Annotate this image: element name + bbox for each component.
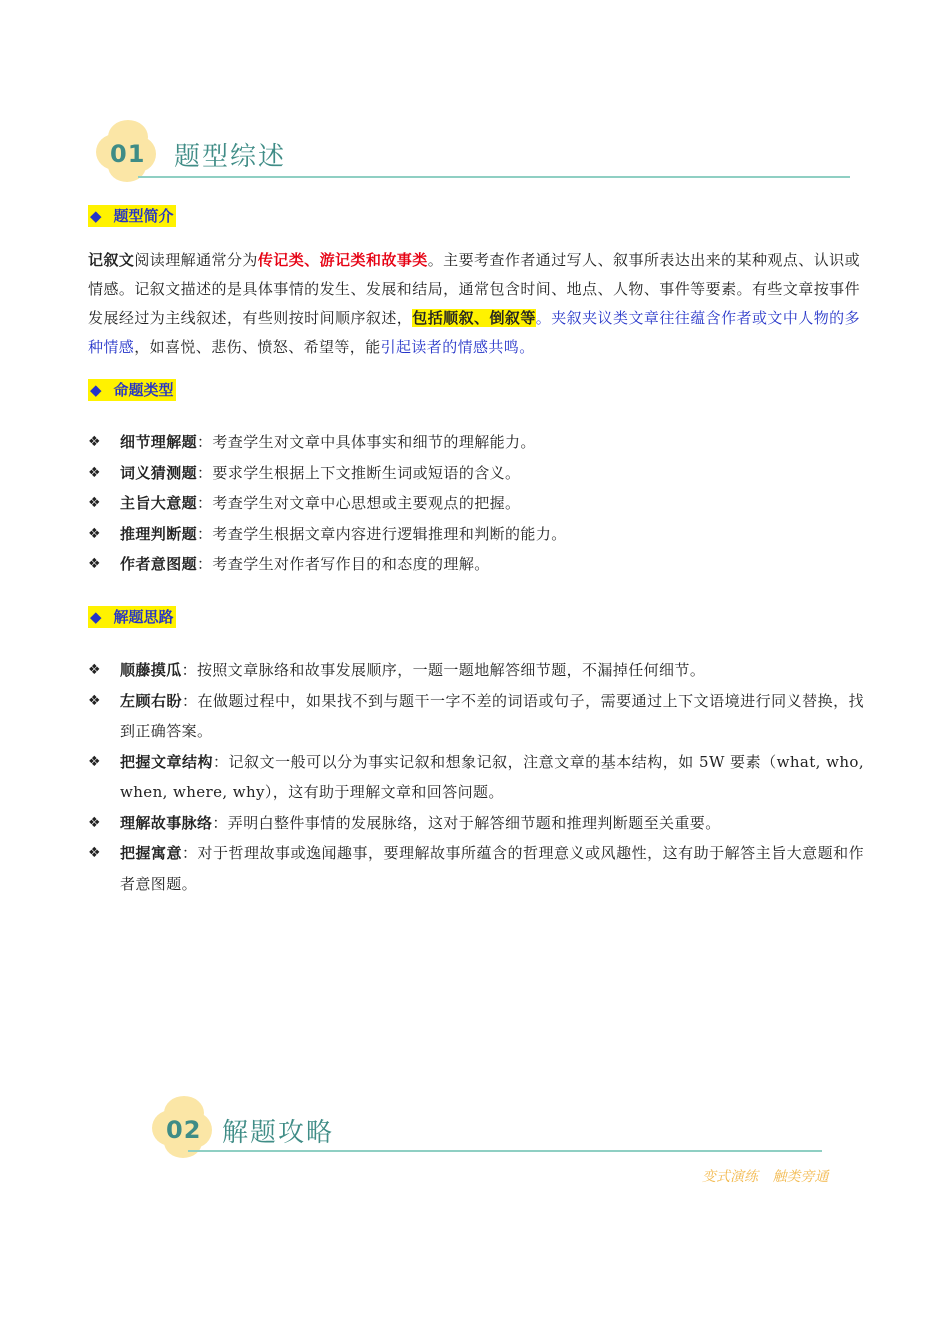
bullet-icon: ❖ <box>88 845 101 861</box>
list-item: ❖ 主旨大意题：考查学生对文章中心思想或主要观点的把握。 <box>88 488 864 519</box>
list-item: ❖ 把握文章结构：记叙文一般可以分为事实记叙和想象记叙，注意文章的基本结构，如 5W 要素（what, who, when, where, why），这有助于理解文章和回答问题。 <box>88 747 864 808</box>
list-item: ❖ 左顾右盼：在做题过程中，如果找不到与题干一字不差的词语或句子，需要通过上下文语境进行同义替换，找到正确答案。 <box>88 686 864 747</box>
list-item: ❖ 理解故事脉络：弄明白整件事情的发展脉络，这对于解答细节题和推理判断题至关重要。 <box>88 808 864 839</box>
section-2-header <box>152 1096 832 1166</box>
diamond-icon: ◆ <box>90 207 102 225</box>
list-item: ❖ 作者意图题：考查学生对作者写作目的和态度的理解。 <box>88 549 864 580</box>
intro-heading: ◆ 题型简介 <box>90 207 174 225</box>
types-list <box>88 427 864 580</box>
section-2-tagline: 变式演练 触类旁通 <box>702 1169 829 1185</box>
section-1-badge <box>96 120 156 180</box>
section-2-title: 解题攻略 <box>222 1118 335 1148</box>
section-1-rule <box>138 176 850 178</box>
section-1-title: 题型综述 <box>174 142 287 172</box>
bullet-icon: ❖ <box>88 434 101 450</box>
section-1-header <box>96 120 856 190</box>
bullet-icon: ❖ <box>88 495 101 511</box>
list-item: ❖ 推理判断题：考查学生根据文章内容进行逻辑推理和判断的能力。 <box>88 519 864 550</box>
bullet-icon: ❖ <box>88 525 101 542</box>
intro-paragraph: 记叙文阅读理解通常分为传记类、游记类和故事类。主要考查作者通过写人、叙事所表达出来的某种观点、认识或情感。记叙文描述的是具体事情的发生、发展和结局，通常包含时间、地点、人物、事件等要素。有些文章按事件发展经过为主线叙述，有些则按时间顺序叙述，包括顺叙、倒叙等。夹叙夹议类文章往往蕴含作者或文中人物的多种情感，如喜悦、悲伤、愤怒、希望等，能引起读者的情感共鸣。 <box>88 251 861 356</box>
list-item: ❖ 把握寓意：对于哲理故事或逸闻趣事，要理解故事所蕴含的哲理意义或风趣性，这有助于解答主旨大意题和作者意图题。 <box>88 838 864 899</box>
diamond-icon: ◆ <box>90 381 102 399</box>
list-item: ❖ 细节理解题：考查学生对文章中具体事实和细节的理解能力。 <box>88 427 864 458</box>
section-2-number: 02 <box>166 1116 202 1144</box>
types-heading: ◆ 命题类型 <box>90 381 174 399</box>
section-2-badge <box>152 1096 212 1156</box>
bullet-icon: ❖ <box>88 464 101 481</box>
list-item: ❖ 顺藤摸瓜：按照文章脉络和故事发展顺序，一题一题地解答细节题，不漏掉任何细节。 <box>88 655 864 686</box>
approach-list <box>88 655 864 899</box>
section-2-rule <box>188 1150 822 1152</box>
diamond-icon: ◆ <box>90 608 102 626</box>
approach-heading: ◆ 解题思路 <box>90 608 174 626</box>
bullet-icon: ❖ <box>88 753 101 770</box>
bullet-icon: ❖ <box>88 814 101 831</box>
bullet-icon: ❖ <box>88 692 101 709</box>
bullet-icon: ❖ <box>88 556 101 572</box>
list-item: ❖ 词义猜测题：要求学生根据上下文推断生词或短语的含义。 <box>88 458 864 489</box>
section-1-number: 01 <box>110 140 146 168</box>
bullet-icon: ❖ <box>88 662 101 678</box>
